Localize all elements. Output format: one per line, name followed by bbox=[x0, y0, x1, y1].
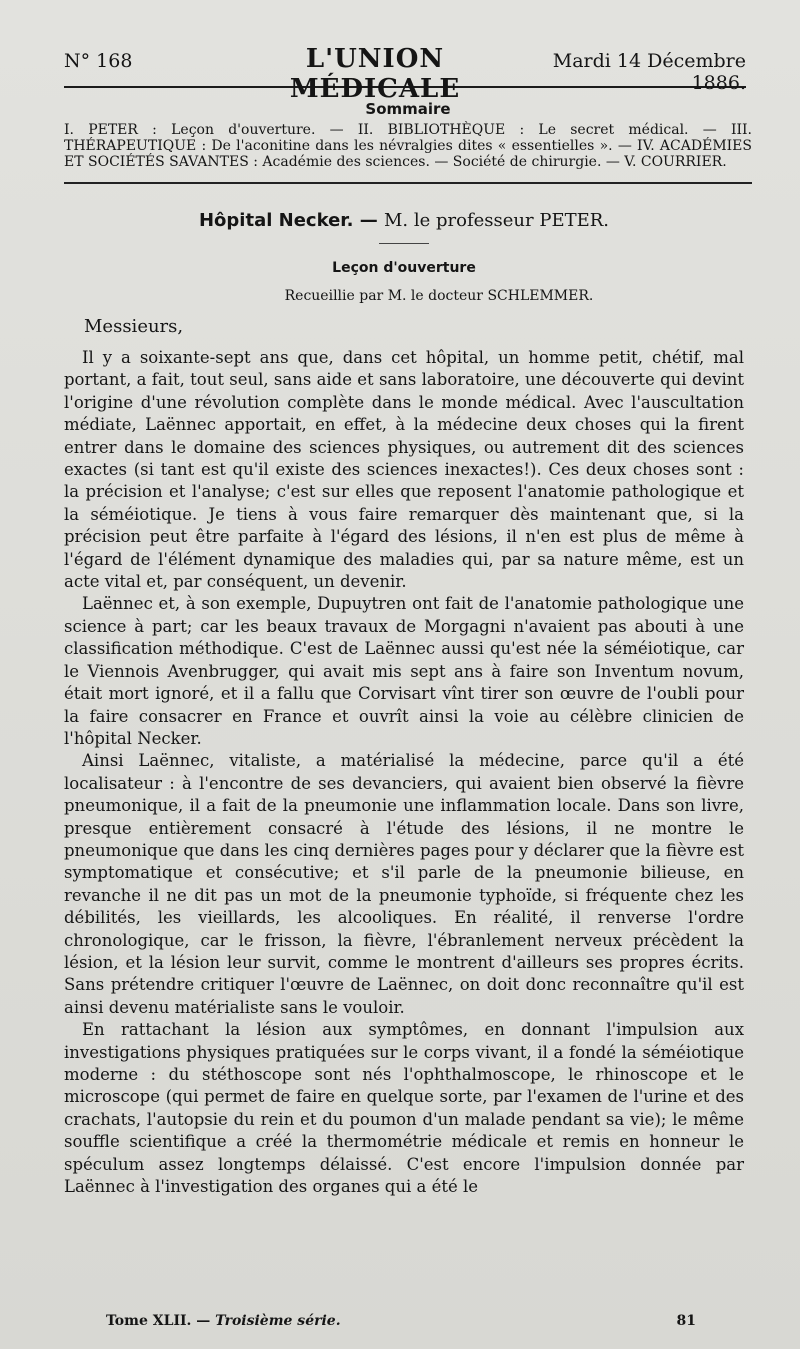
journal-title: L'UNION MÉDICALE bbox=[289, 44, 461, 104]
salutation: Messieurs, bbox=[84, 316, 184, 337]
issue-date: Mardi 14 Décembre 1886. bbox=[552, 50, 746, 94]
toc-title: Sommaire bbox=[365, 100, 451, 118]
table-of-contents bbox=[64, 100, 752, 184]
collected-by: Recueillie par M. le docteur SCHLEMMER. bbox=[284, 288, 594, 304]
paragraph: Il y a soixante-sept ans que, dans cet hôpital, un homme petit, chétif, mal portant, a fait, tout seul, sans aide et sans laboratoire, une découverte qui devint l'origine d'une révolution complète dans le monde médical. Avec l'auscultation médiate, Laënnec apportait, en effet, à la médecine deux choses qui la firent entrer dans le domaine des sciences physiques, ou autrement dit des sciences exactes (si tant est qu'il existe des sciences inexactes!). Ces deux choses sont : la précision et l'analyse; c'est sur elles que reposent l'anatomie pathologique et la séméiotique. Je tiens à vous faire remarquer dès maintenant que, si la précision peut être parfaite à l'égard des lésions, il n'en est plus de même à l'égard de l'élément dynamique des maladies qui, par sa nature même, est un acte vital et, par conséquent, un devenir. bbox=[64, 348, 744, 592]
paragraph: Laënnec et, à son exemple, Dupuytren ont fait de l'anatomie pathologique une science à part; car les beaux travaux de Morgagni n'avaient pas abouti à une classification méthodique. C'est de Laënnec aussi qu'est née la séméiotique, car le Viennois Avenbrugger, qui avait mis sept ans à faire son Inventum novum, était mort ignoré, et il a fallu que Corvisart vînt tirer son œuvre de l'oubli pour la faire consacrer en France et ouvrît ainsi la voie au célèbre clinicien de l'hôpital Necker. bbox=[64, 594, 744, 748]
toc-text: I. PETER : Leçon d'ouverture. — II. BIBLIOTHÈQUE : Le secret médical. — III. THÉRAPEUTIQUE : De l'aconitine dans les névralgies dites « essentielles ». — IV. ACADÉMIES ET SOCIÉTÉS SAVANTES : Académie des sciences. — Société de chirurgie. — V. COURRIER. bbox=[64, 122, 752, 170]
professor-name: M. le professeur PETER. bbox=[384, 210, 609, 231]
page-footer bbox=[106, 1313, 696, 1329]
paragraph: En rattachant la lésion aux symptômes, en donnant l'impulsion aux investigations physiques pratiquées sur le corps vivant, il a fondé la séméiotique moderne : du stéthoscope sont nés l'ophthalmoscope, le rhinoscope et le microscope (qui permet de faire en quelque sorte, par l'examen de l'urine et des crachats, l'autopsie du rein et du poumon d'un malade pendant sa vie); le même souffle scientifique a créé la thermométrie médicale et remis en honneur le spéculum assez longtemps délaissé. C'est encore l'impulsion donnée par Laënnec à l'investigation des organes qui a été le bbox=[64, 1020, 744, 1197]
masthead bbox=[64, 44, 746, 104]
volume-info bbox=[106, 1313, 341, 1329]
article-body bbox=[64, 347, 744, 1198]
paragraph: Ainsi Laënnec, vitaliste, a matérialisé la médecine, parce qu'il a été localisateur : à l'encontre de ses devanciers, qui avaient bien observé la fièvre pneumonique, il a fait de la pneumonie une inflammation locale. Dans son livre, presque entièrement consacré à l'étude des lésions, il ne montre le pneumonique que dans les cinq dernières pages pour y déclarer que la fièvre est symptomatique et consécutive; et s'il parle de la pneumonie bilieuse, en revanche il ne dit pas un mot de la pneumonie typhoïde, si fréquente chez les débilités, les vieillards, les alcooliques. En réalité, il renverse l'ordre chronologique, car le frisson, la fièvre, l'ébranlement nerveux précèdent la lésion, et la lésion leur survit, comme le montrent d'ailleurs ses propres écrits. Sans prétendre critiquer l'œuvre de Laënnec, on doit donc reconnaître qu'il est ainsi devenu matérialiste sans le vouloir. bbox=[64, 751, 744, 1017]
issue-number: N° 168 bbox=[64, 50, 133, 72]
article-heading bbox=[64, 210, 744, 231]
volume: Tome XLII. — bbox=[106, 1313, 211, 1329]
divider bbox=[379, 243, 429, 244]
page-number: 81 bbox=[676, 1313, 696, 1329]
lesson-title: Leçon d'ouverture bbox=[332, 260, 476, 276]
series: Troisième série. bbox=[215, 1313, 341, 1329]
hospital-name: Hôpital Necker. — bbox=[198, 210, 378, 231]
